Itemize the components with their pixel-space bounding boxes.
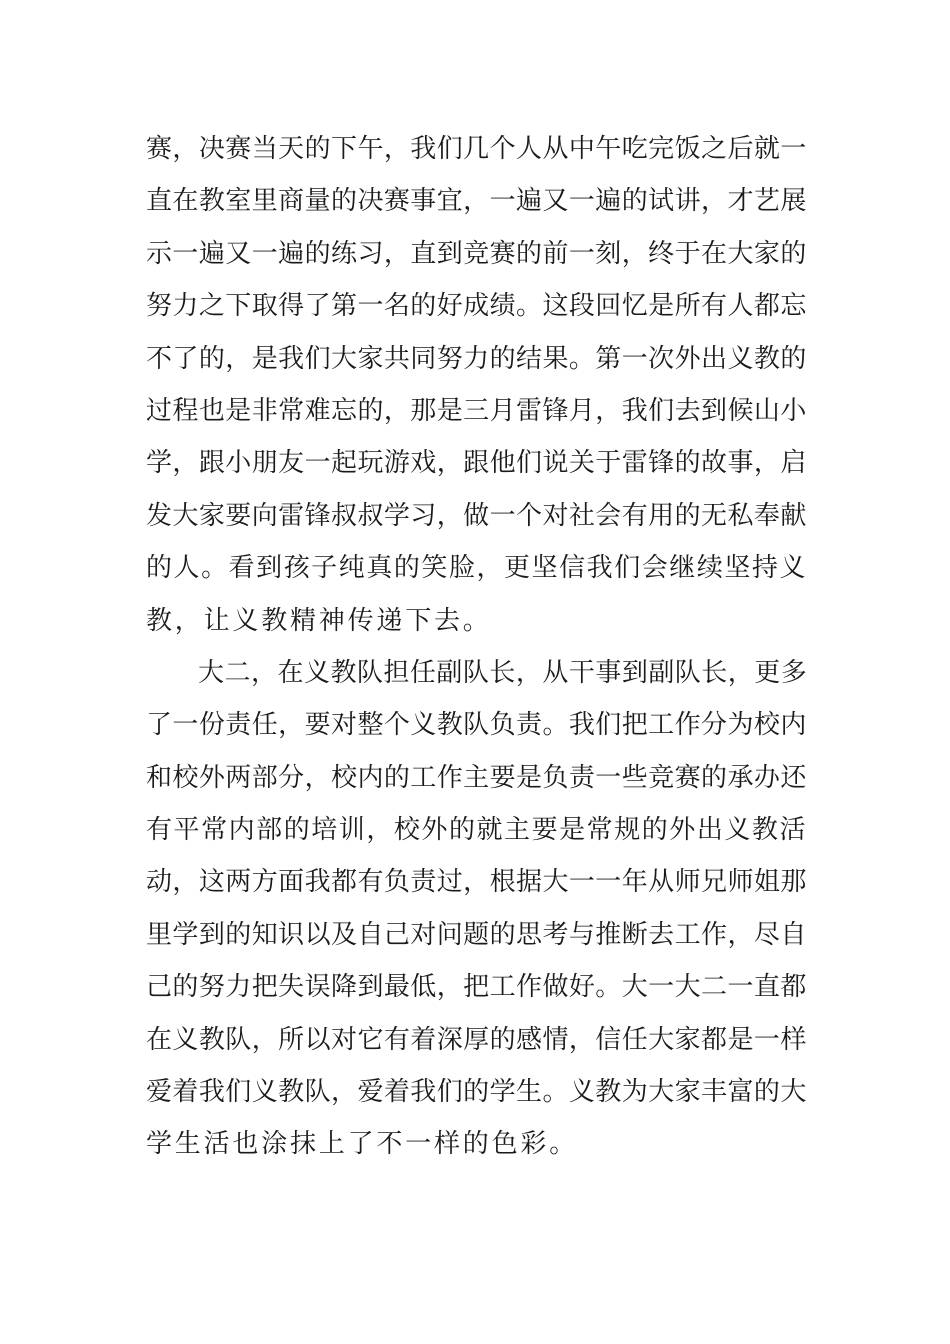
text-line: 的人。看到孩子纯真的笑脸，更坚信我们会继续坚持义 (146, 553, 808, 584)
text-line: 在义教队，所以对它有着深厚的感情，信任大家都是一样 (146, 1024, 807, 1055)
text-line: 有平常内部的培训，校外的就主要是常规的外出义教活 (146, 815, 808, 846)
text-line: 里学到的知识以及自己对问题的思考与推断去工作，尽自 (146, 919, 807, 950)
text-line: 努力之下取得了第一名的好成绩。这段回忆是所有人都忘 (146, 291, 807, 322)
text-line: 动，这两方面我都有负责过，根据大一一年从师兄师姐那 (146, 867, 807, 898)
text-line: 直在教室里商量的决赛事宜，一遍又一遍的试讲，才艺展 (146, 186, 807, 217)
text-line: 过程也是非常难忘的，那是三月雷锋月，我们去到候山小 (146, 395, 807, 426)
text-line: 和校外两部分，校内的工作主要是负责一些竞赛的承办还 (146, 762, 807, 793)
text-line: 大二，在义教队担任副队长，从干事到副队长，更多 (198, 657, 808, 688)
text-line: 学，跟小朋友一起玩游戏，跟他们说关于雷锋的故事，启 (146, 448, 807, 479)
text-line: 学生活也涂抹上了不一样的色彩。 (146, 1129, 579, 1160)
text-line: 赛，决赛当天的下午，我们几个人从中午吃完饭之后就一 (146, 134, 807, 164)
text-line: 不了的，是我们大家共同努力的结果。第一次外出义教的 (146, 343, 807, 374)
text-line: 己的努力把失误降到最低，把工作做好。大一大二一直都 (146, 972, 807, 1003)
text-line: 发大家要向雷锋叔叔学习，做一个对社会有用的无私奉献 (146, 500, 807, 531)
text-line: 示一遍又一遍的练习，直到竞赛的前一刻，终于在大家的 (146, 238, 807, 269)
document-body (146, 123, 808, 1171)
paragraph-1 (146, 123, 808, 647)
text-line: 爱着我们义教队，爱着我们的学生。义教为大家丰富的大 (146, 1077, 807, 1108)
text-line: 了一份责任，要对整个义教队负责。我们把工作分为校内 (146, 710, 807, 741)
paragraph-2 (146, 647, 808, 1171)
text-line: 教，让义教精神传递下去。 (146, 605, 492, 636)
